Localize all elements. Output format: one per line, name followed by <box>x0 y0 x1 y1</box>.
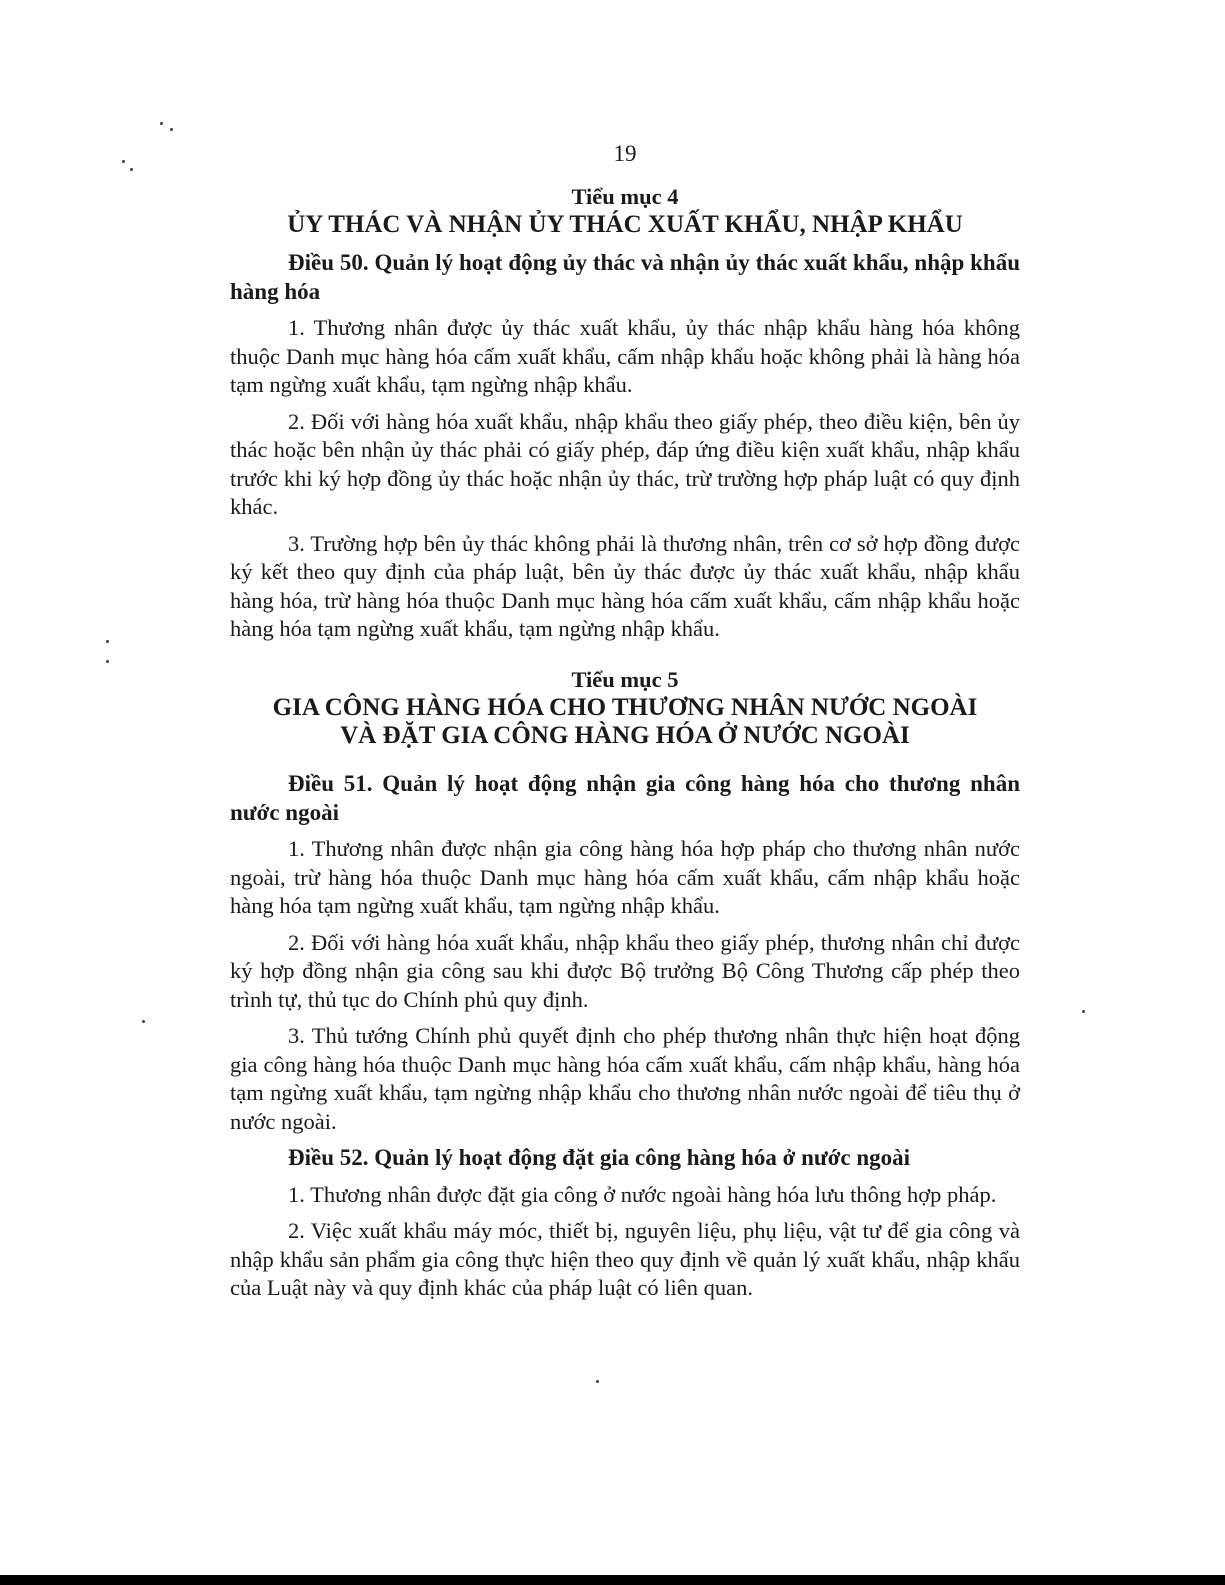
scan-speck <box>160 122 163 125</box>
article-title: Điều 52. Quản lý hoạt động đặt gia công hàng hóa ở nước ngoài <box>288 1145 911 1170</box>
subsection-title-line-1: GIA CÔNG HÀNG HÓA CHO THƯƠNG NHÂN NƯỚC NGOÀI <box>272 694 978 721</box>
article-51 <box>230 770 1020 1136</box>
clause: 2. Việc xuất khẩu máy móc, thiết bị, nguyên liệu, phụ liệu, vật tư để gia công và nhập khẩu sản phẩm gia công thực hiện theo quy định về quản lý xuất khẩu, nhập khẩu của Luật này và quy định khác của pháp luật có liên quan. <box>230 1218 1020 1300</box>
clause: 1. Thương nhân được ủy thác xuất khẩu, ủy thác nhập khẩu hàng hóa không thuộc Danh mục hàng hóa cấm xuất khẩu, cấm nhập khẩu hoặc không phải là hàng hóa tạm ngừng xuất khẩu, tạm ngừng nhập khẩu. <box>230 315 1020 397</box>
scan-speck <box>122 160 125 163</box>
clause: 3. Trường hợp bên ủy thác không phải là thương nhân, trên cơ sở hợp đồng được ký kết theo quy định của pháp luật, bên ủy thác được ủy thác xuất khẩu, nhập khẩu hàng hóa, trừ hàng hóa thuộc Danh mục hàng hóa cấm xuất khẩu, cấm nhập khẩu hoặc hàng hóa tạm ngừng xuất khẩu, tạm ngừng nhập khẩu. <box>230 530 1020 641</box>
scan-speck <box>142 1020 145 1023</box>
scan-speck <box>106 660 109 663</box>
clause: 1. Thương nhân được nhận gia công hàng hóa hợp pháp cho thương nhân nước ngoài, trừ hàng hóa thuộc Danh mục hàng hóa cấm xuất khẩu, cấm nhập khẩu hoặc hàng hóa tạm ngừng xuất khẩu, tạm ngừng nhập khẩu. <box>230 836 1020 918</box>
page-number: 19 <box>613 141 637 166</box>
subsection-title: ỦY THÁC VÀ NHẬN ỦY THÁC XUẤT KHẨU, NHẬP KHẨU <box>287 211 963 238</box>
scan-bottom-edge <box>0 1575 1225 1585</box>
scan-speck <box>106 640 109 643</box>
subsection-label: Tiểu mục 4 <box>571 183 679 209</box>
document-page <box>230 130 1020 1311</box>
clause: 1. Thương nhân được đặt gia công ở nước ngoài hàng hóa lưu thông hợp pháp. <box>288 1181 997 1207</box>
article-52 <box>230 1144 1020 1303</box>
subsection-5 <box>230 666 1020 1303</box>
subsection-title-line-2: VÀ ĐẶT GIA CÔNG HÀNG HÓA Ở NƯỚC NGOÀI <box>340 722 910 749</box>
article-title: Điều 50. Quản lý hoạt động ủy thác và nhận ủy thác xuất khẩu, nhập khẩu hàng hóa <box>230 250 1020 304</box>
article-50 <box>230 249 1020 644</box>
article-title: Điều 51. Quản lý hoạt động nhận gia công hàng hóa cho thương nhân nước ngoài <box>230 771 1020 825</box>
clause: 3. Thủ tướng Chính phủ quyết định cho phép thương nhân thực hiện hoạt động gia công hàng hóa thuộc Danh mục hàng hóa cấm xuất khẩu, cấm nhập khẩu, hàng hóa tạm ngừng xuất khẩu, tạm ngừng nhập khẩu cho thương nhân nước ngoài để tiêu thụ ở nước ngoài. <box>230 1023 1020 1134</box>
scan-speck <box>1082 1010 1085 1013</box>
clause: 2. Đối với hàng hóa xuất khẩu, nhập khẩu theo giấy phép, thương nhân chỉ được ký hợp đồng nhận gia công sau khi được Bộ trưởng Bộ Công Thương cấp phép theo trình tự, thủ tục do Chính phủ quy định. <box>230 929 1020 1012</box>
clause: 2. Đối với hàng hóa xuất khẩu, nhập khẩu theo giấy phép, theo điều kiện, bên ủy thác hoặc bên nhận ủy thác phải có giấy phép, đáp ứng điều kiện xuất khẩu, nhập khẩu trước khi ký hợp đồng ủy thác hoặc nhận ủy thác, trừ trường hợp pháp luật có quy định khác. <box>230 408 1020 519</box>
scan-speck <box>130 168 133 171</box>
scan-speck <box>170 128 173 131</box>
scan-speck <box>596 1380 599 1383</box>
subsection-4 <box>230 183 1020 644</box>
subsection-label: Tiểu mục 5 <box>571 666 679 692</box>
